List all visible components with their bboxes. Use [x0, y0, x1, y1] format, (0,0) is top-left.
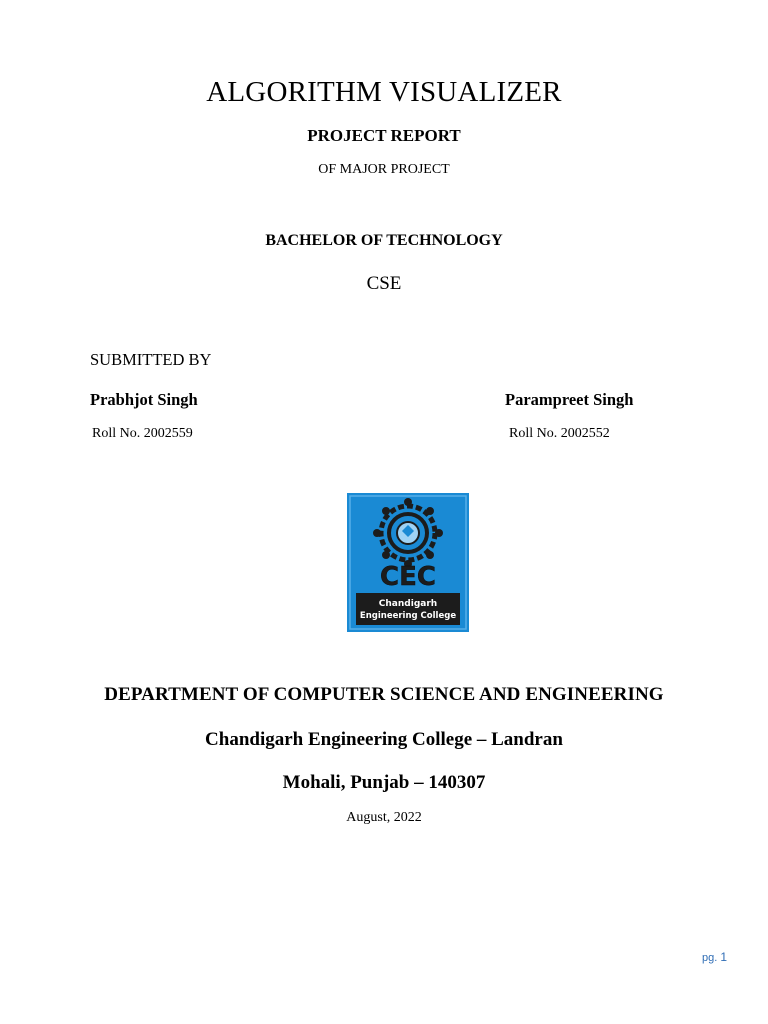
student-name-1: Prabhjot Singh — [90, 390, 198, 409]
report-date: August, 2022 — [346, 810, 422, 825]
page-number — [702, 950, 727, 964]
college-logo-graphic — [347, 493, 469, 632]
college-logo — [347, 493, 469, 632]
student-name-2: Parampreet Singh — [505, 390, 634, 409]
logo-caption-line1: Chandigarh — [378, 599, 438, 609]
submitted-by-label: SUBMITTED BY — [90, 350, 212, 369]
report-subtitle-secondary: OF MAJOR PROJECT — [318, 162, 450, 177]
logo-text: CEC — [380, 562, 436, 592]
page-number-prefix: pg. — [702, 952, 718, 964]
student-roll-2: Roll No. 2002552 — [509, 426, 610, 441]
degree-heading: BACHELOR OF TECHNOLOGY — [265, 232, 503, 249]
student-roll-1: Roll No. 2002559 — [92, 426, 193, 441]
branch-heading: CSE — [366, 273, 402, 294]
report-subtitle: PROJECT REPORT — [307, 126, 461, 145]
report-title: ALGORITHM VISUALIZER — [206, 76, 562, 108]
page-number-value: 1 — [720, 950, 728, 964]
college-address: Mohali, Punjab – 140307 — [282, 772, 486, 793]
department-heading: DEPARTMENT OF COMPUTER SCIENCE AND ENGINEERING — [104, 684, 664, 705]
logo-caption-line2: Engineering College — [359, 611, 457, 621]
college-name: Chandigarh Engineering College – Landran — [205, 729, 563, 750]
